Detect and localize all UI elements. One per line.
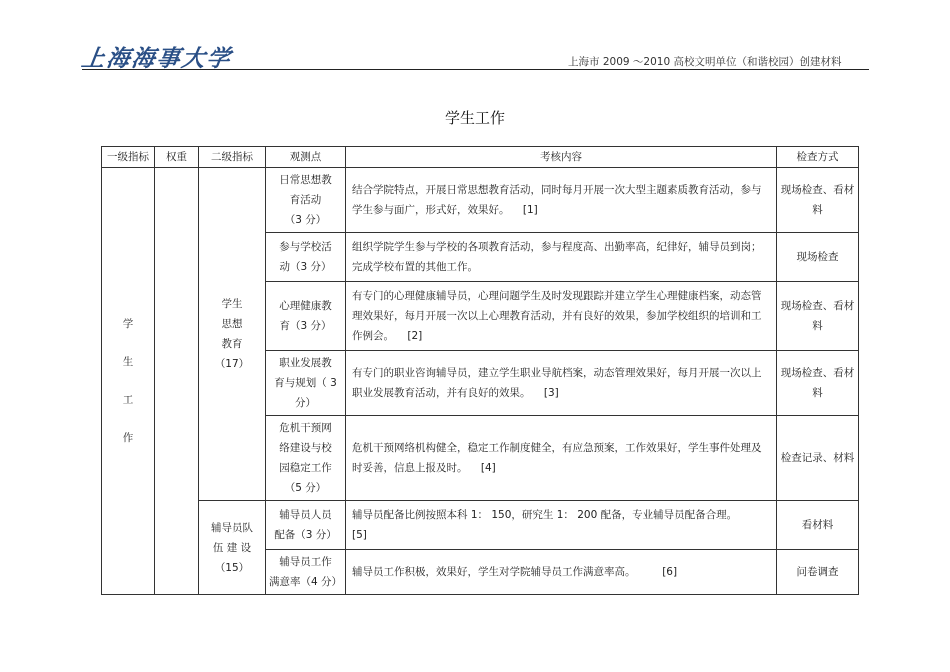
table-row: [102, 168, 859, 233]
content-cell: 辅导员工作积极，效果好，学生对学院辅导员工作满意率高。 [6]: [346, 550, 777, 595]
method-cell: 现场检查、看材料: [777, 351, 859, 416]
content-cell: 有专门的心理健康辅导员，心理问题学生及时发现跟踪并建立学生心理健康档案，动态管理效果好，每月开展一次以上心理教育活动，并有良好的效果，参加学校组织的培训和工作例会。 [2]: [346, 282, 777, 351]
method-cell: 问卷调查: [777, 550, 859, 595]
observation-cell: 心理健康教 育（3 分）: [266, 282, 346, 351]
col-header-level2: 二级指标: [199, 147, 266, 168]
method-cell: 现场检查: [777, 233, 859, 282]
content-cell: 结合学院特点，开展日常思想教育活动，同时每月开展一次大型主题素质教育活动，参与学生参与面广，形式好，效果好。 [1]: [346, 168, 777, 233]
level2-cell: 学生 思想 教育 （17）: [199, 168, 266, 501]
col-header-observation: 观测点: [266, 147, 346, 168]
table-row: [102, 501, 859, 550]
method-cell: 现场检查、看材料: [777, 168, 859, 233]
page-title: 学生工作: [444, 109, 505, 127]
content-cell: 危机干预网络机构健全，稳定工作制度健全，有应急预案，工作效果好，学生事件处理及时妥善，信息上报及时。 [4]: [346, 416, 777, 501]
observation-cell: 危机干预网 络建设与校 园稳定工作 （5 分）: [266, 416, 346, 501]
observation-cell: 职业发展教 育与规划（ 3 分）: [266, 351, 346, 416]
col-header-weight: 权重: [155, 147, 199, 168]
observation-cell: 辅导员工作 满意率（4 分）: [266, 550, 346, 595]
observation-cell: 辅导员人员 配备（3 分）: [266, 501, 346, 550]
weight-cell: [155, 168, 199, 595]
col-header-level1: 一级指标: [102, 147, 155, 168]
header-info: 上海市 2009 ～2010 高校文明单位（和谐校园）创建材料: [568, 56, 842, 68]
col-header-method: 检查方式: [777, 147, 859, 168]
content-cell: 辅导员配备比例按照本科 1： 150，研究生 1： 200 配备，专业辅导员配备合理。 [5]: [346, 501, 777, 550]
content-cell: 组织学院学生参与学校的各项教育活动，参与程度高、出勤率高，纪律好，辅导员到岗；完成学校布置的其他工作。: [346, 233, 777, 282]
col-header-content: 考核内容: [346, 147, 777, 168]
header-divider: [82, 69, 869, 70]
evaluation-table: [101, 146, 859, 595]
table-header-row: [102, 147, 859, 168]
observation-cell: 日常思想教 育活动 （3 分）: [266, 168, 346, 233]
level1-cell: 学 生 工 作: [102, 168, 155, 595]
method-cell: 看材料: [777, 501, 859, 550]
university-logo: 上海海事大学: [79, 45, 234, 72]
content-cell: 有专门的职业咨询辅导员，建立学生职业导航档案，动态管理效果好，每月开展一次以上职业发展教育活动，并有良好的效果。 [3]: [346, 351, 777, 416]
method-cell: 检查记录、材料: [777, 416, 859, 501]
level2-cell: 辅导员队 伍 建 设 （15）: [199, 501, 266, 595]
observation-cell: 参与学校活 动（3 分）: [266, 233, 346, 282]
method-cell: 现场检查、看材料: [777, 282, 859, 351]
